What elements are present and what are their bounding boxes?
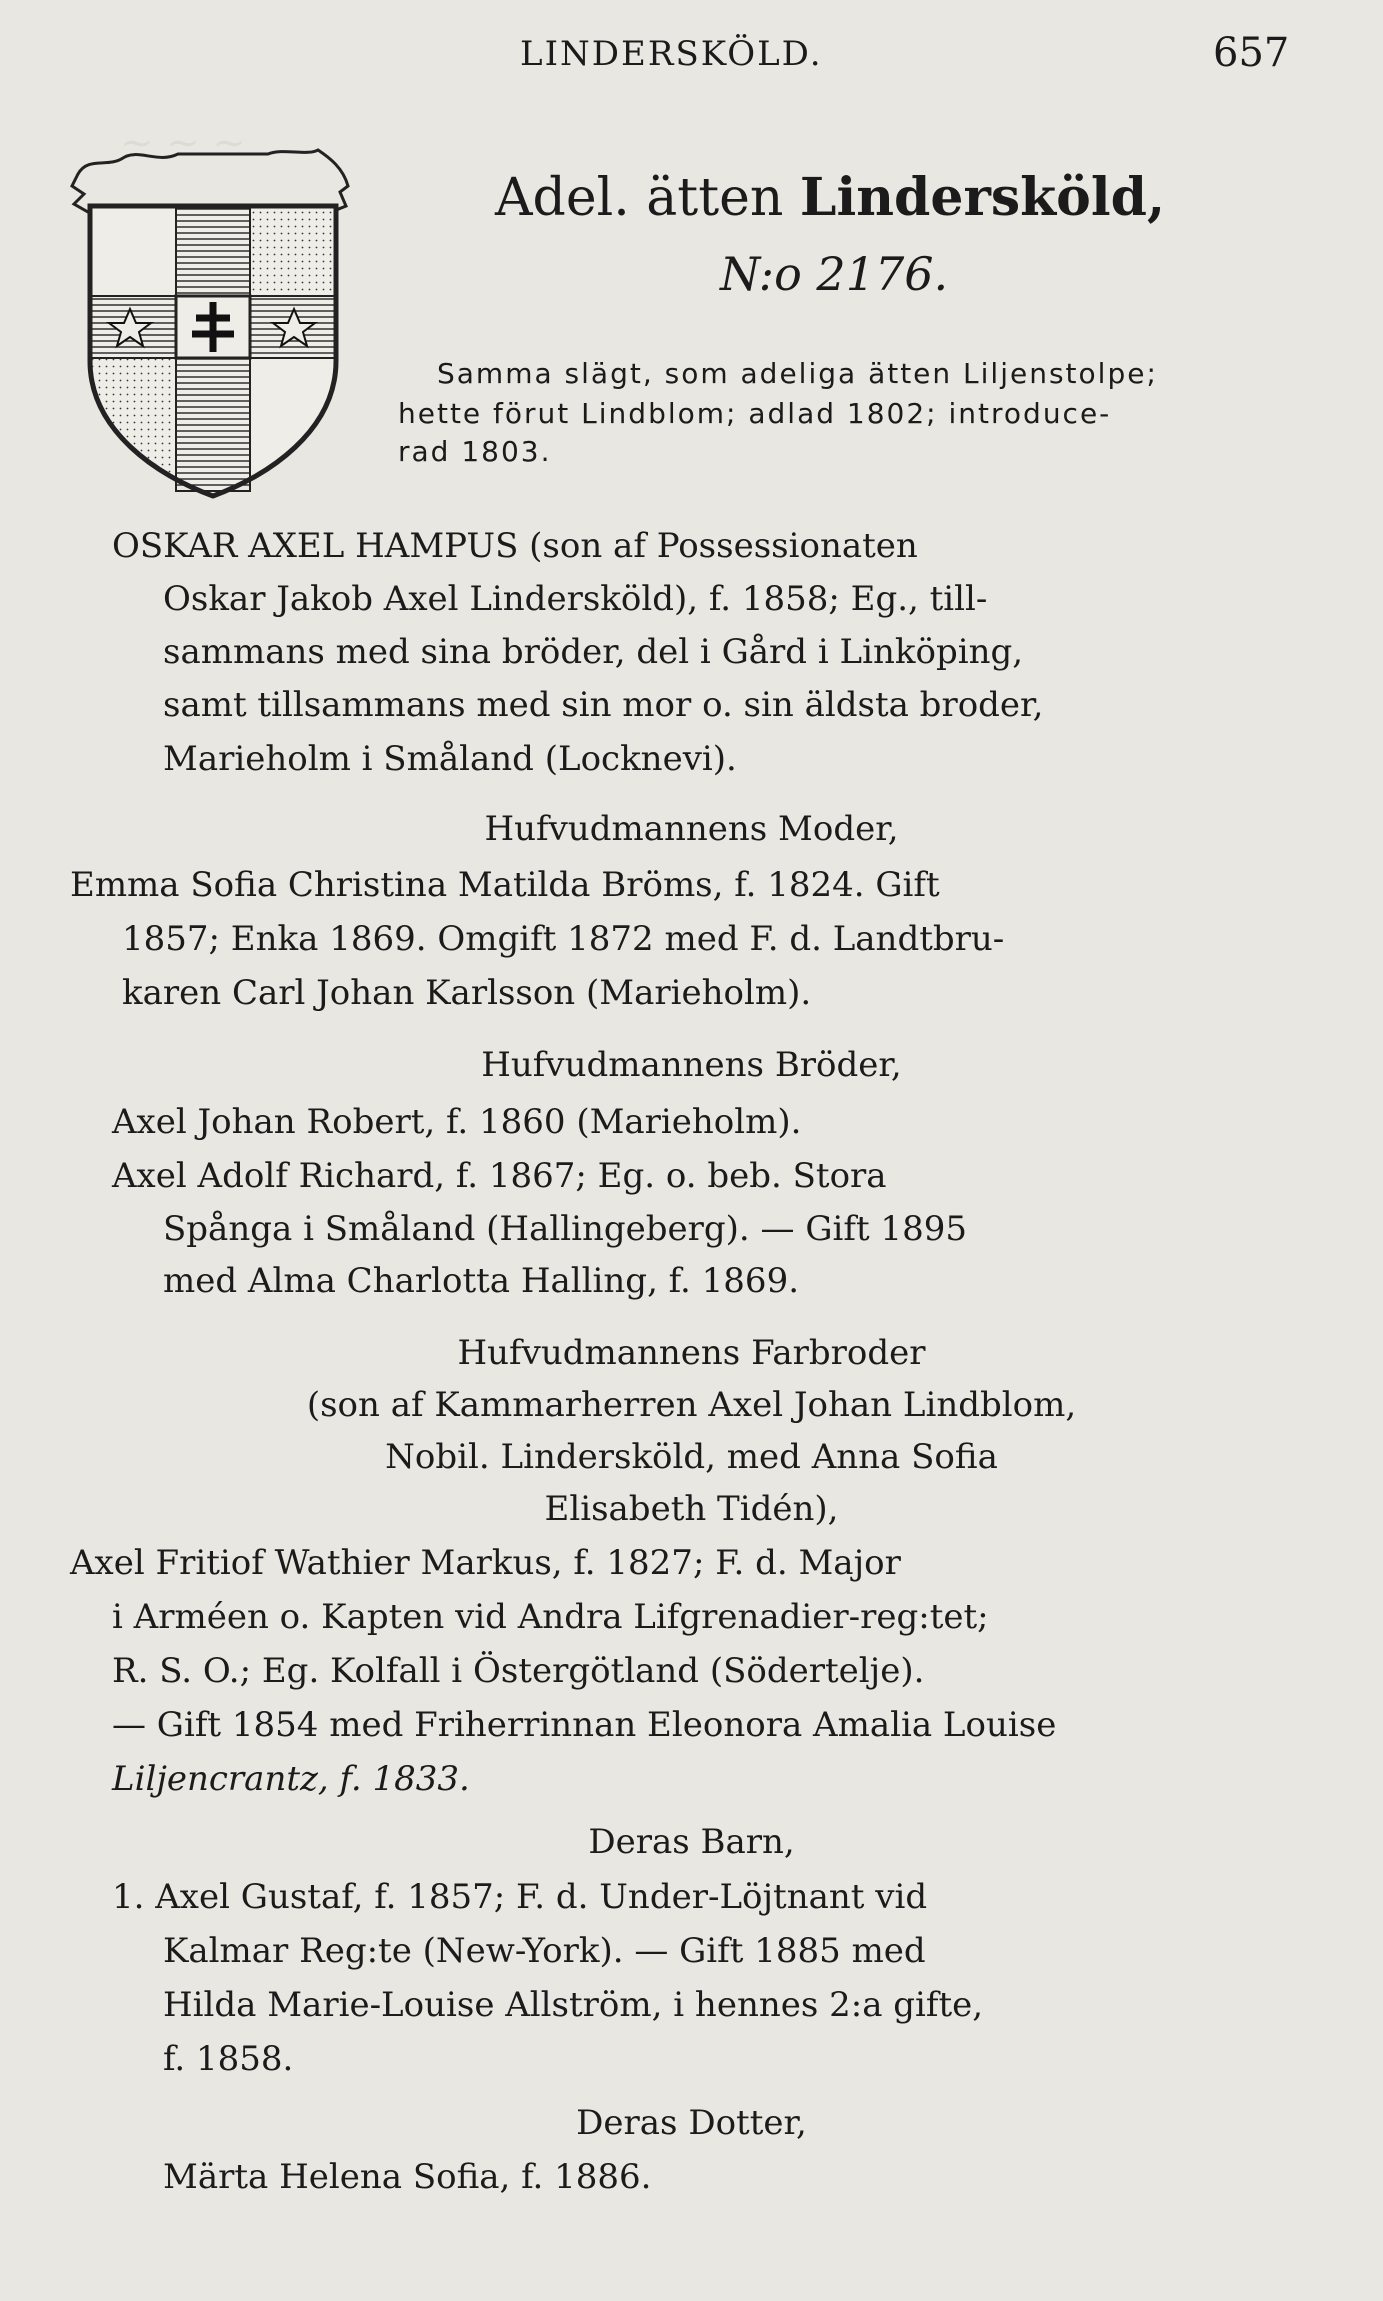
head-line: Oskar Jakob Axel Lindersköld), f. 1858; Eg., till-	[163, 579, 988, 619]
running-title: LINDERSKÖLD.	[520, 34, 823, 74]
title-prefix: Adel. ätten	[495, 168, 784, 228]
page-number: 657	[1213, 30, 1290, 76]
family-number: N:o 2176.	[720, 247, 949, 301]
brother-line: Axel Johan Robert, f. 1860 (Marieholm).	[112, 1102, 802, 1142]
title	[495, 168, 1165, 229]
bleed-through-text: ~ ~ ~	[120, 120, 246, 166]
child-line: 1. Axel Gustaf, f. 1857; F. d. Under-Löjtnant vid	[112, 1877, 928, 1917]
uncle-heading: Elisabeth Tidén),	[544, 1489, 839, 1529]
head-line: OSKAR AXEL HAMPUS (son af Possessionaten	[112, 526, 918, 566]
head-line: sammans med sina bröder, del i Gård i Linköping,	[163, 632, 1024, 672]
uncle-line: R. S. O.; Eg. Kolfall i Östergötland (Södertelje).	[112, 1651, 925, 1691]
mother-line: Emma Sofia Christina Matilda Bröms, f. 1824. Gift	[70, 865, 940, 905]
mother-heading: Hufvudmannens Moder,	[484, 809, 899, 849]
intro-line: rad 1803.	[398, 435, 552, 468]
uncle-line: Liljencrantz, f. 1833.	[112, 1759, 470, 1799]
brothers-heading: Hufvudmannens Bröder,	[481, 1045, 902, 1085]
daughter-heading: Deras Dotter,	[576, 2103, 807, 2143]
head-line: Marieholm i Småland (Locknevi).	[163, 739, 737, 779]
brother-line: Axel Adolf Richard, f. 1867; Eg. o. beb. Stora	[112, 1156, 887, 1196]
child-line: Kalmar Reg:te (New-York). — Gift 1885 med	[163, 1931, 926, 1971]
child-line: f. 1858.	[163, 2039, 294, 2079]
children-heading: Deras Barn,	[588, 1822, 795, 1862]
uncle-line: i Arméen o. Kapten vid Andra Lifgrenadier-reg:tet;	[112, 1597, 989, 1637]
uncle-heading: (son af Kammarherren Axel Johan Lindblom,	[306, 1385, 1077, 1425]
coat-of-arms-icon	[68, 146, 358, 501]
brother-line: Spånga i Småland (Hallingeberg). — Gift 1895	[163, 1209, 967, 1249]
family-name: Lindersköld,	[799, 167, 1166, 228]
child-line: Hilda Marie-Louise Allström, i hennes 2:a gifte,	[163, 1985, 984, 2025]
daughter-line: Märta Helena Sofia, f. 1886.	[163, 2157, 652, 2197]
uncle-line: Axel Fritiof Wathier Markus, f. 1827; F. d. Major	[70, 1543, 901, 1583]
head-line: samt tillsammans med sin mor o. sin äldsta broder,	[163, 685, 1044, 725]
uncle-heading: Nobil. Lindersköld, med Anna Sofia	[385, 1437, 998, 1477]
mother-line: 1857; Enka 1869. Omgift 1872 med F. d. Landtbru-	[122, 919, 1005, 959]
mother-line: karen Carl Johan Karlsson (Marieholm).	[122, 973, 812, 1013]
uncle-heading: Hufvudmannens Farbroder	[457, 1333, 926, 1373]
intro-line: Samma slägt, som adeliga ätten Liljenstolpe;	[437, 357, 1158, 390]
intro-line: hette förut Lindblom; adlad 1802; introduce-	[398, 397, 1112, 430]
brother-line: med Alma Charlotta Halling, f. 1869.	[163, 1261, 800, 1301]
uncle-line: — Gift 1854 med Friherrinnan Eleonora Amalia Louise	[112, 1705, 1057, 1745]
